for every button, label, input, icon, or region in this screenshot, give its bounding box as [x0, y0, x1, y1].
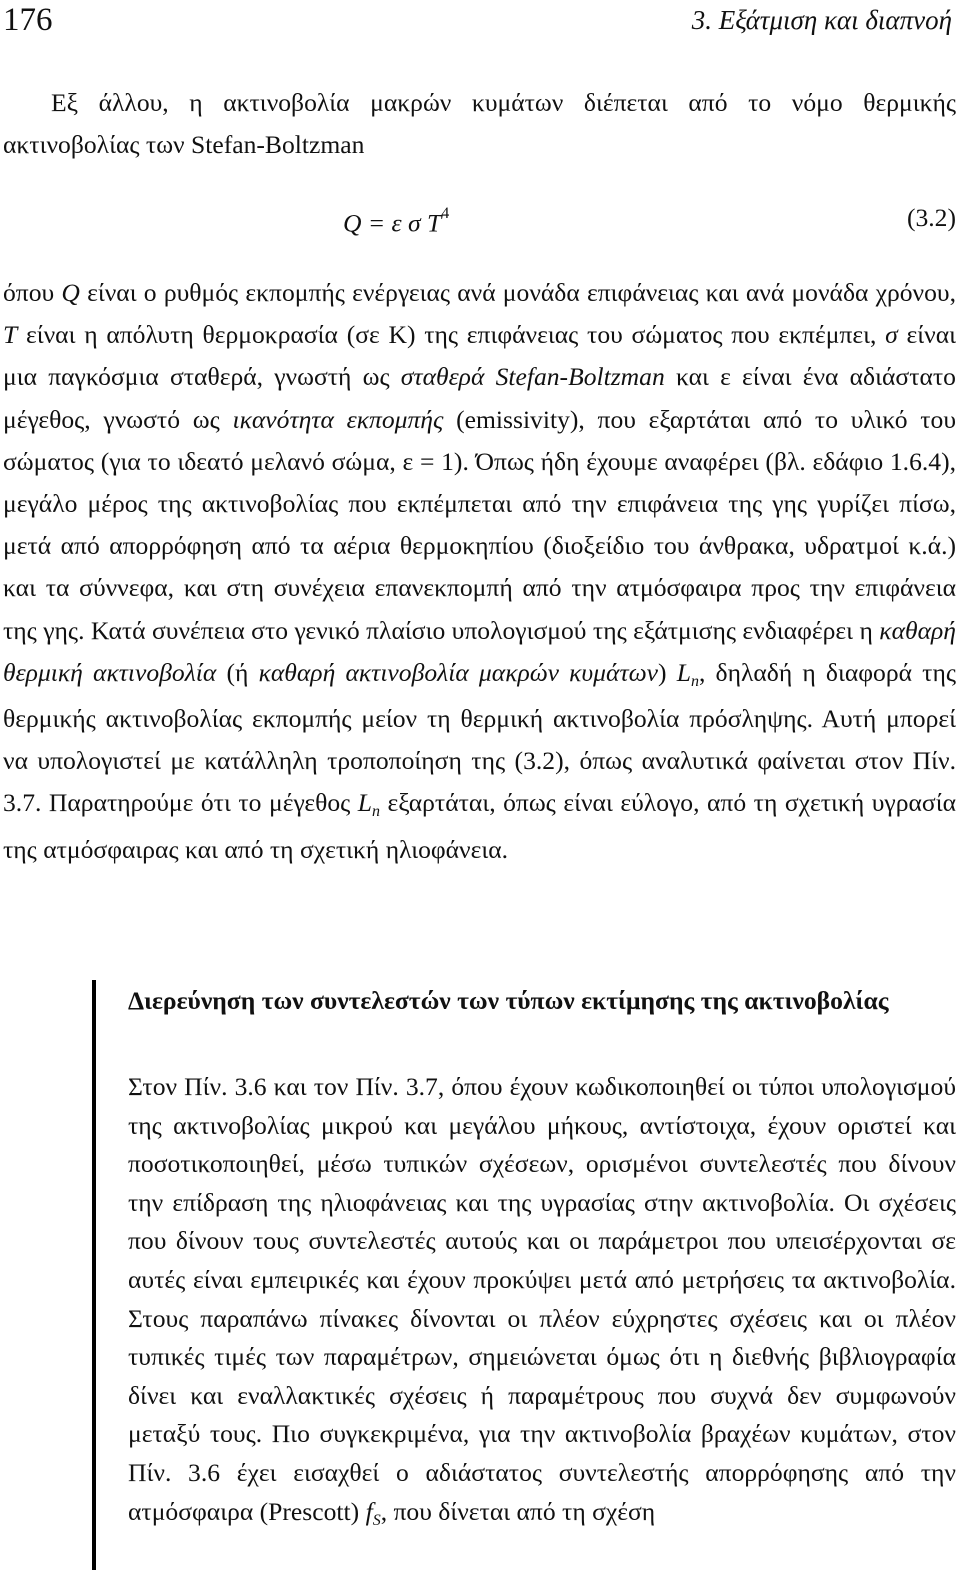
paragraph-stefan-boltzman-intro: Εξ άλλου, η ακτινοβολία μακρών κυμάτων διέπεται από το νόμο θερμικής ακτινοβολίας των Stefan-Boltzman	[3, 88, 956, 160]
term-stefan-boltzman-constant: σταθερά Stefan-Boltzman	[400, 362, 665, 392]
page-header	[3, 2, 952, 42]
paragraph-definitions: όπου Q είναι ο ρυθμός εκπομπής ενέργειας ανά μονάδα επιφάνειας και ανά μονάδα χρόνου, T είναι η απόλυτη θερμοκρασία (σε K) της επιφάνειας του σώματος που εκπέμπει, σ είναι μια παγκόσμια σταθερά, γνωστή ως σταθερά Stefan-Boltzman και ε είναι ένα αδιάστατο μέγεθος, γνωστό ως ικανότητα εκπομπής (emissivity), που εξαρτάται από το υλικό του σώματος (για το ιδεατό μελανό σώμα, ε = 1). Όπως ήδη έχουμε αναφέρει (βλ. εδάφιο 1.6.4), μεγάλο μέρος της ακτινοβολίας που εκπέμπεται από την επιφάνεια της γης γυρίζει πίσω, μετά από απορρόφηση από τα αέρια θερμοκηπίου (διοξείδιο του άνθρακα, υδρατμοί κ.ά.) και τα σύννεφα, και στη συνέχεια επανεκπομπή από την ατμόσφαιρα προς την επιφάνεια της γης. Κατά συνέπεια στο γενικό πλαίσιο υπολογισμού της εξάτμισης ενδιαφέρει η καθαρή θερμική ακτινοβολία (ή καθαρή ακτινοβολία μακρών κυμάτων) Ln, δηλαδή η διαφορά της θερμικής ακτινοβολίας εκπομπής μείον τη θερμική ακτινοβολία πρόσληψης. Αυτή μπορεί να υπολογιστεί με κατάλληλη τροποποίηση της (3.2), όπως αναλυτικά φαίνεται στον Πίν. 3.7. Παρατηρούμε ότι το μέγεθος Ln εξαρτάται, όπως είναι εύλογο, από τη σχετική υγρασία της ατμόσφαιρας και από τη σχετική ηλιοφάνεια.	[3, 278, 956, 864]
running-head: 3. Εξάτμιση και διαπνοή	[691, 5, 952, 35]
equation-row	[3, 198, 956, 242]
section-body: Στον Πίν. 3.6 και τον Πίν. 3.7, όπου έχουν κωδικοποιηθεί οι τύποι υπολογισμού της ακτινοβολίας μικρού και μεγάλου μήκους, αντίστοιχα, έχουν οριστεί και ποσοτικοποιηθεί, μέσω τυπικών σχέσεων, ορισμένοι συντελεστές που δίνουν την επίδραση της ηλιοφάνειας και της υγρασίας στην ακτινοβολία. Οι σχέσεις που δίνουν τους συντελεστές αυτούς και οι παράμετροι που υπεισέρχονται σε αυτές είναι εμπειρικές και έχουν προκύψει μετά από μετρήσεις τα ακτινοβολία. Στους παραπάνω πίνακες δίνονται οι πλέον εύχρηστες σχέσεις και οι πλέον τυπικές τιμές των παραμέτρων, σημειώνεται όμως ότι η διεθνής βιβλιογραφία δίνει και εναλλακτικές σχέσεις ή παραμέτρους που συχνά δεν συμφωνούν μεταξύ τους. Πιο συγκεκριμένα, για την ακτινοβολία βραχέων κυμάτων, στον Πίν. 3.6 έχει εισαχθεί ο αδιάστατος συντελεστής απορρόφησης από την ατμόσφαιρα (Prescott) fS, που δίνεται από τη σχέση	[128, 1072, 956, 1529]
section-title: Διερεύνηση των συντελεστών των τύπων εκτίμησης της ακτινοβολίας	[128, 986, 889, 1015]
symbol-sigma: σ	[885, 320, 898, 350]
symbol-q: Q	[61, 278, 80, 307]
section-coefficients	[92, 980, 960, 1570]
term-emissivity: ικανότητα εκπομπής	[232, 404, 444, 434]
term-net-longwave-radiation: καθαρή ακτινοβολία μακρών κυμάτων	[258, 657, 659, 687]
equation-exponent: 4	[441, 205, 450, 222]
symbol-fs: fS	[365, 1496, 381, 1529]
symbol-t: T	[3, 320, 18, 350]
page-number: 176	[3, 2, 53, 38]
equation-number: (3.2)	[906, 203, 956, 232]
equation	[343, 198, 449, 244]
symbol-ln-second: Ln	[357, 788, 381, 821]
term-net-thermal-radiation: καθαρή θερμική ακτινοβολία	[3, 615, 956, 687]
equation-lhs: Q = ε σ T	[343, 208, 442, 238]
symbol-ln: Ln	[676, 657, 699, 690]
